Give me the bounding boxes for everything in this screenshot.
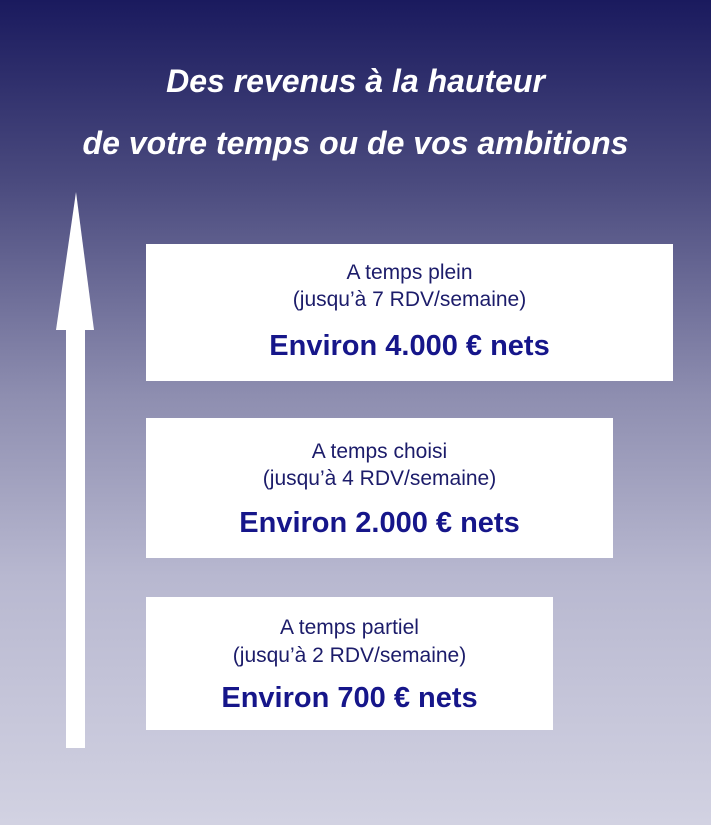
- tier-limit-label: (jusqu’à 7 RDV/semaine): [292, 288, 527, 311]
- tier-mode-label: A temps partiel: [280, 616, 419, 639]
- tier-amount: Environ 2.000 € nets: [239, 507, 520, 539]
- tier-amount: Environ 4.000 € nets: [269, 330, 550, 362]
- tier-card-part-time: [146, 597, 553, 730]
- up-arrow-icon: [56, 192, 96, 748]
- headline-line-1: Des revenus à la hauteur: [166, 63, 545, 99]
- tier-limit-label: (jusqu’à 4 RDV/semaine): [262, 467, 497, 490]
- tier-limit-label: (jusqu’à 2 RDV/semaine): [232, 644, 467, 667]
- tier-mode-label: A temps plein: [346, 261, 473, 284]
- headline-line-2: de votre temps ou de vos ambitions: [82, 125, 629, 161]
- tier-amount: Environ 700 € nets: [221, 682, 478, 714]
- tier-card-full-time: [146, 244, 673, 381]
- tier-card-chosen-time: [146, 418, 613, 558]
- tier-mode-label: A temps choisi: [311, 440, 448, 463]
